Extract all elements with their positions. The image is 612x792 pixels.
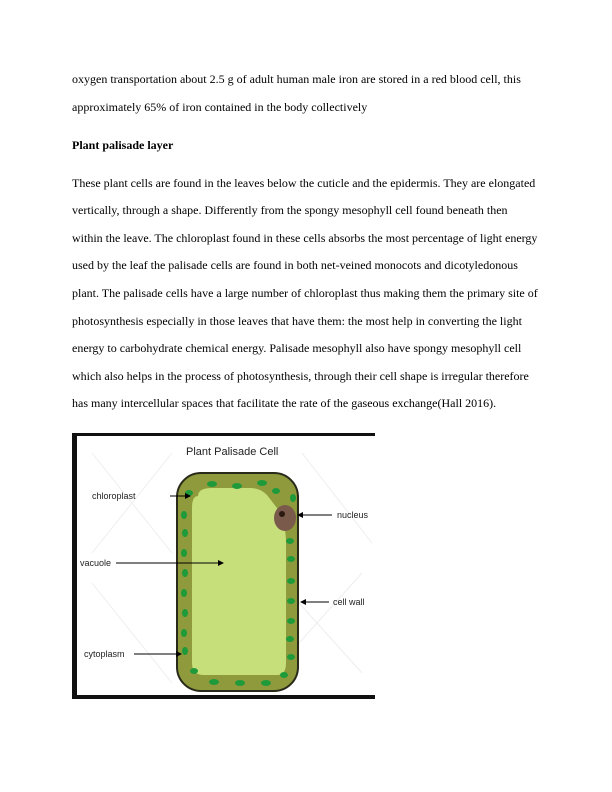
vacuole	[192, 488, 286, 675]
figure-left-border	[72, 433, 77, 699]
label-vacuole: vacuole	[80, 558, 112, 568]
figure-bottom-border	[72, 695, 375, 699]
section-heading: Plant palisade layer	[72, 138, 174, 152]
intro-line-1: oxygen transportation about 2.5 g of adult human male iron are stored in a red blood cell, this	[72, 72, 521, 86]
nucleus	[274, 505, 296, 531]
body-line-3: within the leave. The chloroplast found in these cells absorbs the most percentage of light energy	[72, 231, 538, 245]
body-line-2: vertically, through a shape. Differently from the spongy mesophyll cell found beneath then	[72, 203, 508, 217]
body-line-9: has many intercellular spaces that facilitate the rate of the gaseous exchange(Hall 2016).	[72, 396, 497, 410]
arrowhead-cell-wall	[300, 599, 306, 605]
figure-top-border	[72, 433, 375, 436]
body-line-5: plant. The palisade cells have a large number of chloroplast thus making them the primary site of	[72, 286, 538, 300]
label-cytoplasm: cytoplasm	[84, 649, 125, 659]
body-line-6: photosynthesis especially in those leaves that have them: the most help in converting the light	[72, 314, 522, 328]
label-chloroplast: chloroplast	[92, 491, 136, 501]
nucleolus	[279, 511, 285, 517]
palisade-cell-diagram	[72, 433, 375, 699]
intro-line-2: approximately 65% of iron contained in the body collectively	[72, 100, 368, 114]
body-line-7: energy to carbohydrate chemical energy. Palisade mesophyll also have spongy mesophyll cell	[72, 341, 522, 355]
label-cell-wall: cell wall	[333, 597, 365, 607]
body-line-4: used by the leaf the palisade cells are found in both net-veined monocots and dicotyledonous	[72, 258, 518, 272]
label-nucleus: nucleus	[337, 510, 369, 520]
figure-title: Plant Palisade Cell	[186, 446, 279, 458]
body-line-8: which also helps in the process of photosynthesis, through their cell shape is irregular therefore	[72, 369, 529, 383]
palisade-cell-figure	[72, 433, 375, 699]
body-line-1: These plant cells are found in the leaves below the cuticle and the epidermis. They are elongated	[72, 176, 536, 190]
